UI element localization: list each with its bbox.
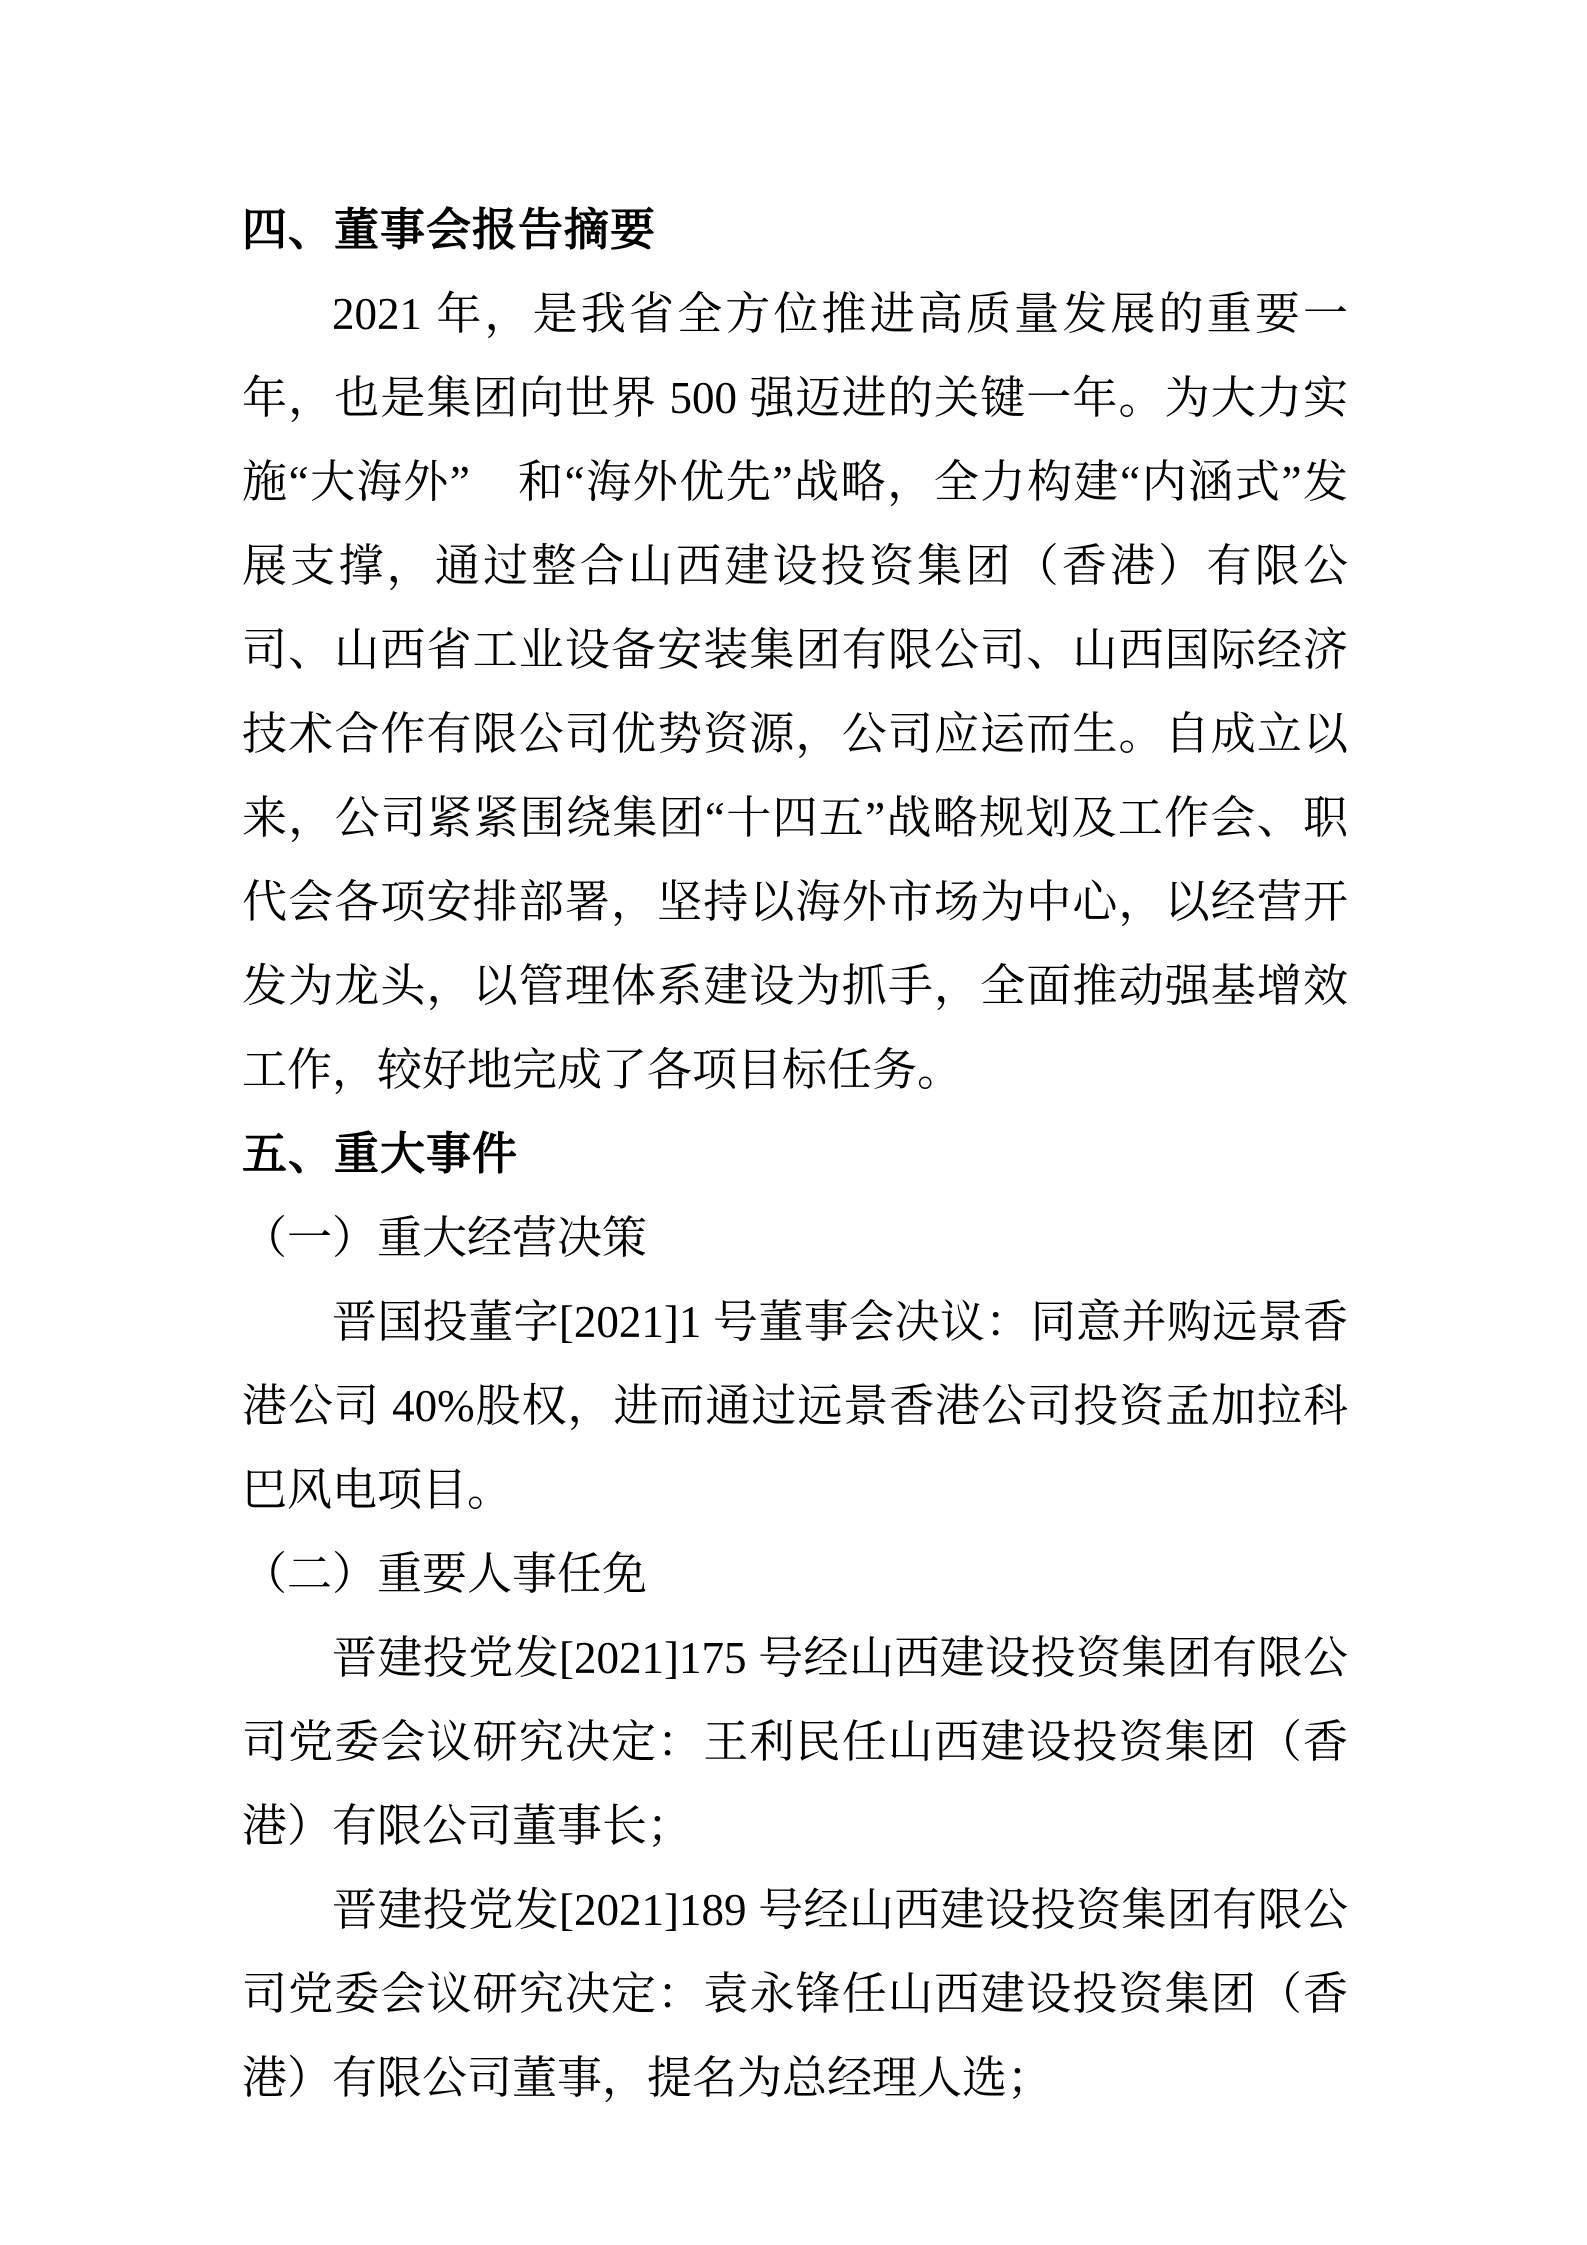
section-heading-major-events: 五、重大事件	[242, 1128, 519, 1179]
paragraph-appointment-175: 晋建投党发[2021]175 号经山西建设投资集团有限公司党委会议研究决定：王利民任山西建设投资集团（香港）有限公司董事长；	[242, 1633, 1348, 1851]
subheading-important-personnel-appointments: （二）重要人事任免	[242, 1549, 648, 1599]
paragraph-appointment-189: 晋建投党发[2021]189 号经山西建设投资集团有限公司党委会议研究决定：袁永锋任山西建设投资集团（香港）有限公司董事，提名为总经理人选；	[242, 1885, 1348, 2103]
document-content	[242, 188, 1348, 2120]
paragraph-board-report-summary: 2021 年，是我省全方位推进高质量发展的重要一年，也是集团向世界 500 强迈进的关键一年。为大力实施“大海外” 和“海外优先”战略，全力构建“内涵式”发展支撑，通过整合山西建设投资集团（香港）有限公司、山西省工业设备安装集团有限公司、山西国际经济技术合作有限公司优势资源，公司应运而生。自成立以来，公司紧紧围绕集团“十四五”战略规划及工作会、职代会各项安排部署，坚持以海外市场为中心，以经营开发为龙头，以管理体系建设为抓手，全面推动强基增效工作，较好地完成了各项目标任务。	[242, 289, 1348, 1095]
section-heading-board-report-summary: 四、董事会报告摘要	[242, 204, 657, 255]
paragraph-board-resolution: 晋国投董字[2021]1 号董事会决议：同意并购远景香港公司 40%股权，进而通过远景香港公司投资孟加拉科巴风电项目。	[242, 1297, 1348, 1515]
subheading-major-business-decisions: （一）重大经营决策	[242, 1213, 648, 1263]
